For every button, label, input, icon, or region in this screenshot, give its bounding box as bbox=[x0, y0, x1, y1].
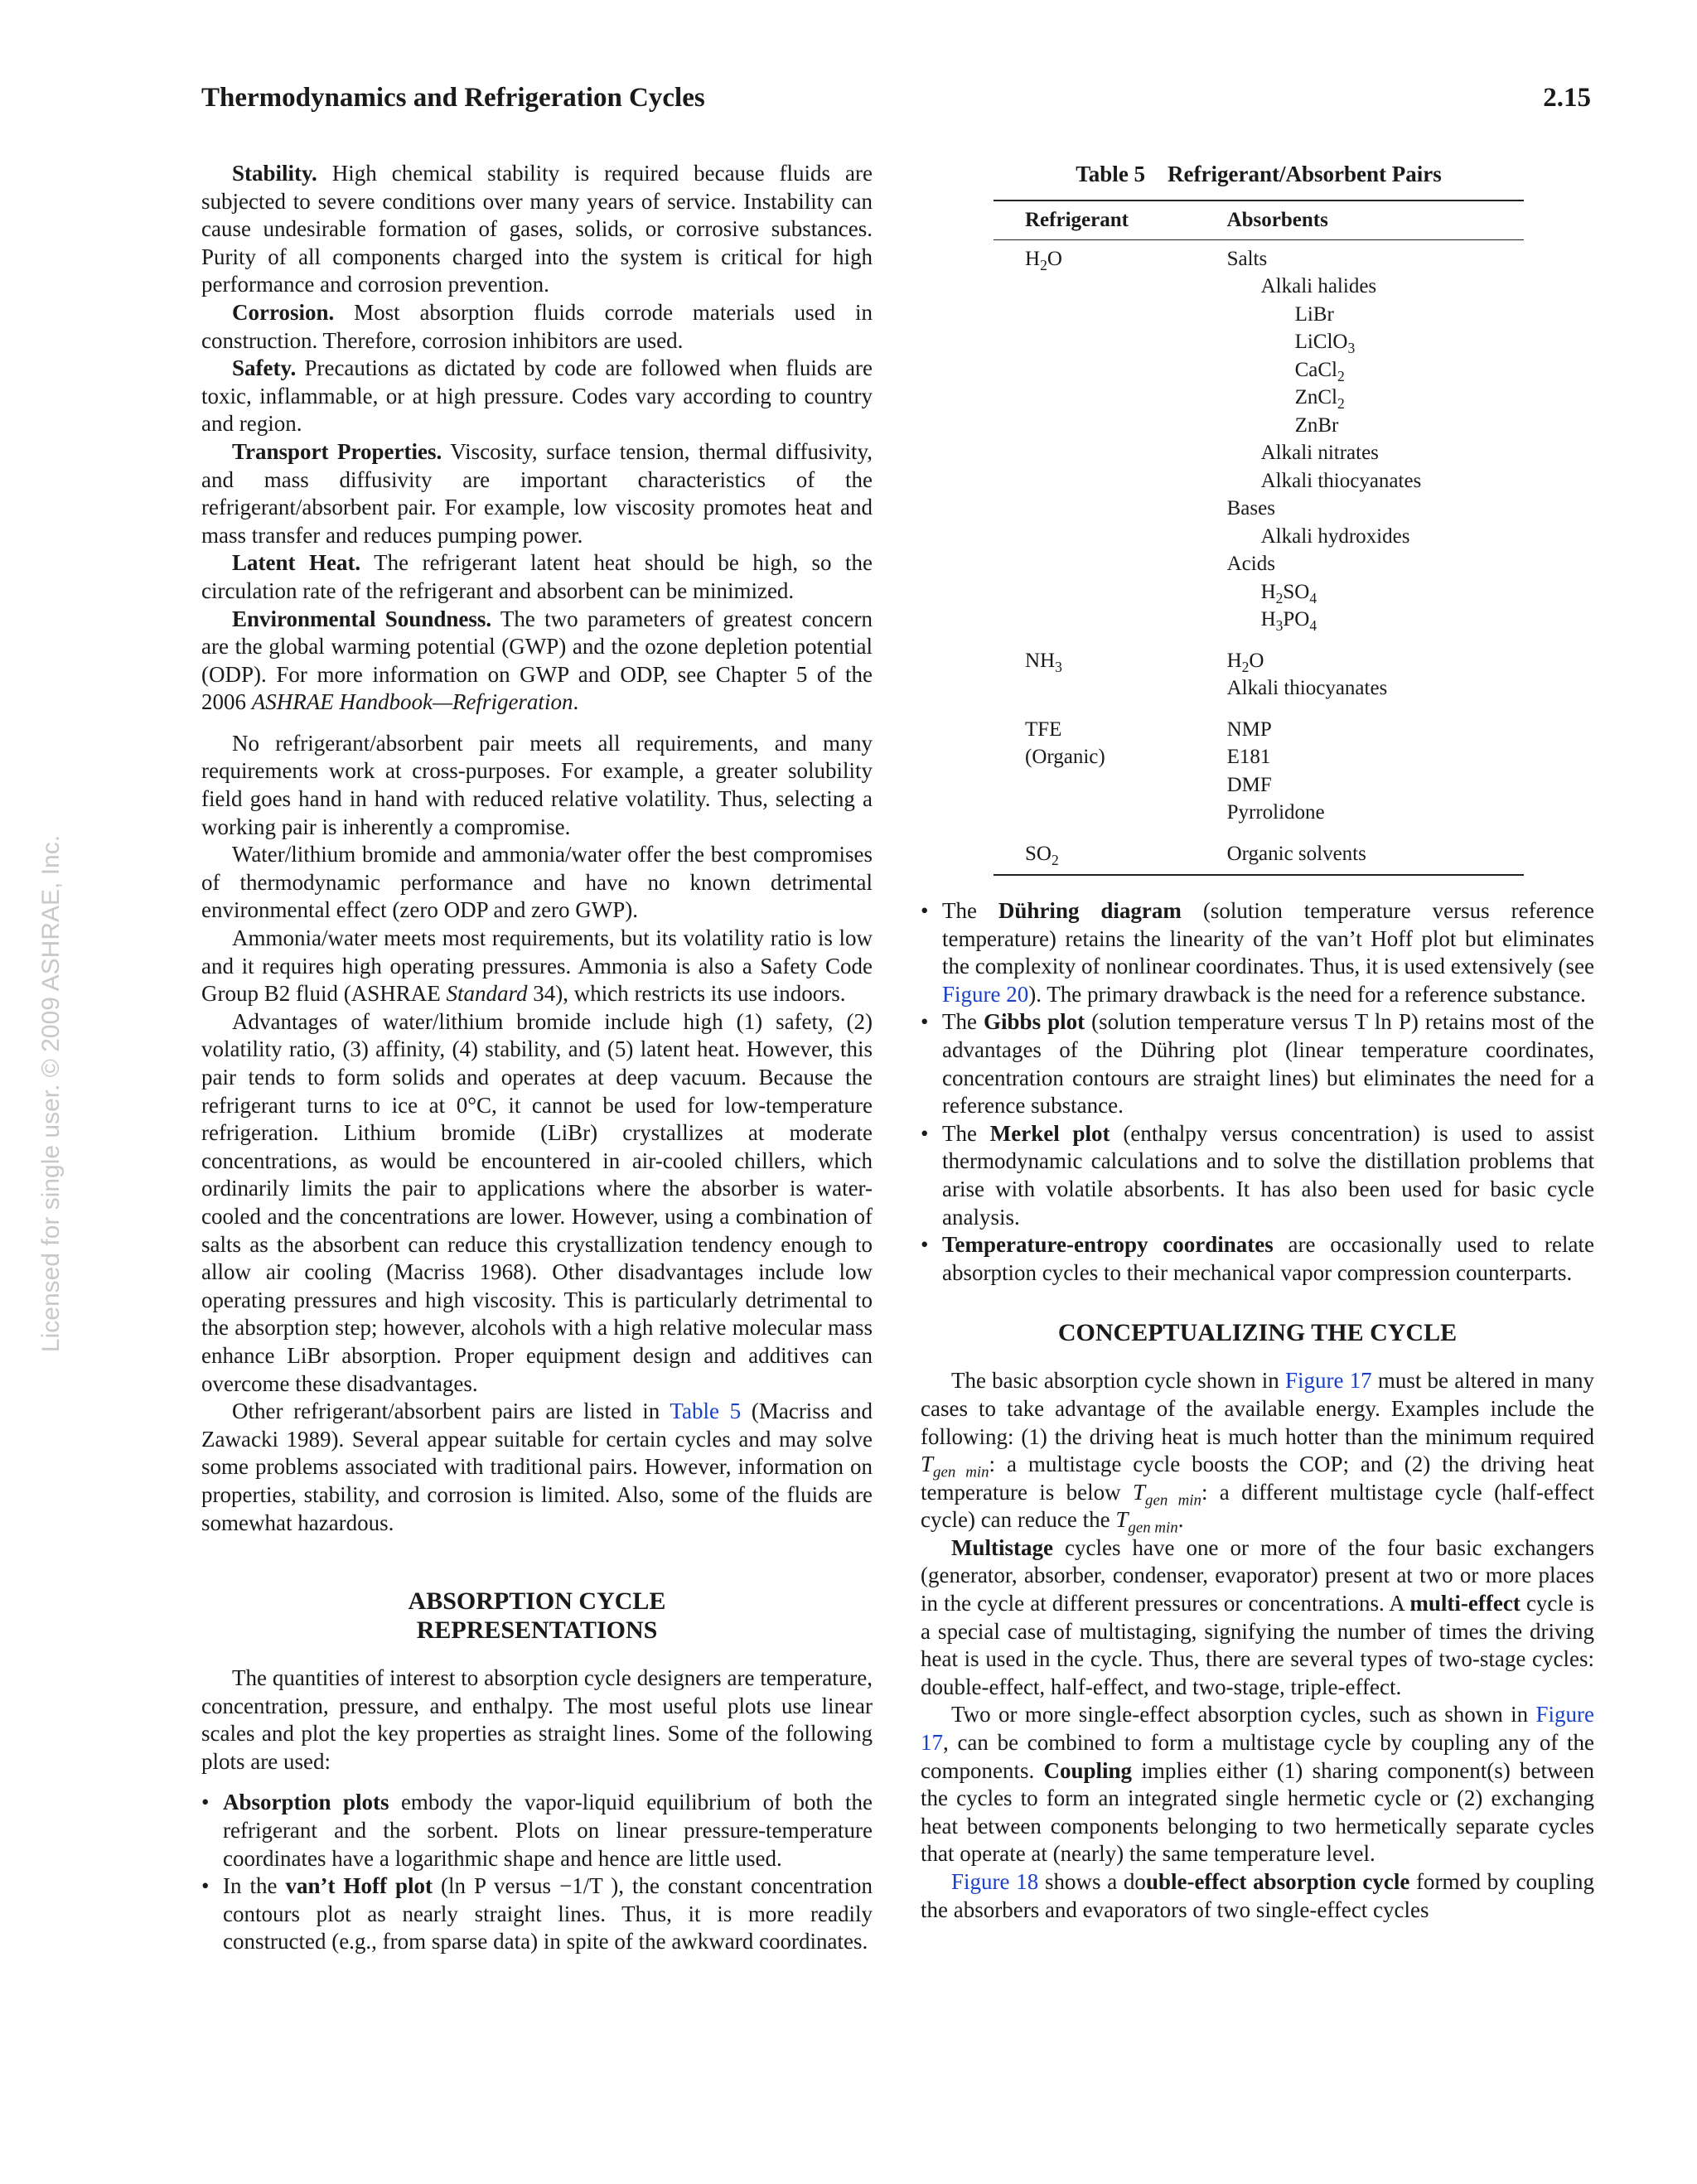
refrigerant-absorbent-table bbox=[994, 200, 1524, 876]
absorbents-so2: Organic solvents bbox=[1227, 832, 1524, 876]
absorbents-h2o: Salts Alkali halides LiBr LiClO$_3$ CaCl$_2$ ZnCl$_2$ ZnBr Alkali nitrates Alkali thiocyanates Bases Alkali hydroxides Acids $H_2SO_4$ $H_3PO_4$ bbox=[1226, 247, 1422, 634]
page-header bbox=[201, 83, 1591, 114]
col-header-refrigerant: Refrigerant bbox=[994, 201, 1227, 239]
right-column bbox=[921, 160, 1594, 1924]
figure-20-link[interactable]: Figure 20 bbox=[942, 981, 1029, 1007]
para-multistage: Multistage cycles have one or more of the four basic exchangers (generator, absorber, condenser, evaporator) present at two or more places in the cycle at different pressures or concentrations. A multi-effect cycle is a special case of multistaging, signifying the number of times the driving heat is used in the cycle. Thus, there are several types of two-stage cycles: double-effect, half-effect, and two-stage, triple-effect. bbox=[921, 1534, 1594, 1699]
bullet-vant-hoff-plot: • In the van’t Hoff plot (ln P versus −1/T ), the constant concentration contours plot as nearly straight lines. Thus, it is more readily constructed (e.g., from sparse data) in spite of the awkward coordinates. bbox=[201, 1872, 873, 1956]
plot-types-list bbox=[201, 1789, 873, 1956]
figure-17-link[interactable]: Figure 17 bbox=[1284, 1368, 1372, 1394]
left-column bbox=[201, 160, 873, 1956]
absorbents-tfe: NMP E181 DMF Pyrrolidone bbox=[1226, 718, 1325, 824]
table-5-link[interactable]: Table 5 bbox=[670, 1399, 742, 1424]
absorbents-nh3: $H_2O$ Alkali thiocyanates bbox=[1226, 649, 1388, 699]
para-quantities: The quantities of interest to absorption cycle designers are temperature, concentration, pressure, and enthalpy. The most useful plots use linear scales and plot the key properties as straight lines. Some of the following plots are used: bbox=[201, 1665, 873, 1774]
para-stability: Stability. High chemical stability is required because fluids are subjected to severe conditions over many years of service. Instability can cause undesirable formation of gases, solids, or corrosive substances. Purity of all components charged into the system is critical for high performance and corrosion prevention. bbox=[201, 161, 873, 297]
refrigerant-h2o: $H_2O$ bbox=[1025, 247, 1062, 273]
page-number: 2.15 bbox=[1543, 83, 1591, 113]
figure-18-link[interactable]: Figure 18 bbox=[951, 1869, 1039, 1894]
bullet-merkel-plot: • The Merkel plot (enthalpy versus concentration) is used to assist thermodynamic calculations and to solve the distillation problems that arise with volatile absorbents. It has also been used for basic cycle analysis. bbox=[921, 1120, 1594, 1231]
refrigerant-so2: $SO_2$ bbox=[994, 832, 1227, 876]
bullet-duhring-diagram: • The Dühring diagram (solution temperature versus reference temperature) retains the linearity of the van’t Hoff plot but eliminates the complexity of nonlinear coordinates. Thus, it is used extensively (see Figure 20). The primary drawback is the need for a reference substance. bbox=[921, 897, 1594, 1008]
table-row-so2 bbox=[994, 832, 1524, 876]
figure-17-link-2[interactable]: Figure 17 bbox=[921, 1702, 1594, 1756]
table-row-tfe bbox=[994, 708, 1524, 832]
plot-types-list-continued bbox=[921, 897, 1594, 1287]
refrigerant-nh3: $NH_3$ bbox=[1025, 649, 1062, 675]
para-basic-cycle: The basic absorption cycle shown in Figure 17 must be altered in many cases to take advantage of the available energy. Examples include the following: (1) the driving heat is much hotter than the minimum required $T_{gen min}$: a multistage cycle boosts the COP; and (2) the driving heat temperature is below $T_{gen min}$: a different multistage cycle (half-effect cycle) can reduce the $T_{gen min}$. bbox=[921, 1368, 1594, 1537]
para-coupling: Two or more single-effect absorption cycles, such as shown in Figure 17, can be combined to form a multistage cycle by coupling any of the components. Coupling implies either (1) sharing component(s) between the cycles to form an integrated single hermetic cycle or (2) exchanging heat between components belonging to two hermetically separate cycles that operate at (nearly) the same temperature level. bbox=[921, 1702, 1594, 1867]
para-figure-18: Figure 18 shows a double-effect absorption cycle formed by coupling the absorbers and evaporators of two single-effect cycles bbox=[921, 1869, 1594, 1922]
running-title: Thermodynamics and Refrigeration Cycles bbox=[201, 83, 705, 113]
bullet-absorption-plots: • Absorption plots embody the vapor-liquid equilibrium of both the refrigerant and the sorbent. Plots on linear pressure-temperature coordinates have a logarithmic shape and hence are little used. bbox=[201, 1789, 873, 1872]
para-corrosion: Corrosion. Most absorption fluids corrode materials used in construction. Therefore, corrosion inhibitors are used. bbox=[201, 299, 873, 353]
para-water-libr: Water/lithium bromide and ammonia/water offer the best compromises of thermodynamic performance and have no known detrimental environmental effect (zero ODP and zero GWP). bbox=[201, 842, 873, 923]
table-row-nh3 bbox=[994, 639, 1524, 708]
section-title-absorption-cycle: ABSORPTION CYCLE REPRESENTATIONS bbox=[408, 1587, 666, 1645]
bullet-temperature-entropy: • Temperature-entropy coordinates are occasionally used to relate absorption cycles to their mechanical vapor compression counterparts. bbox=[921, 1231, 1594, 1287]
section-title-conceptualizing: CONCEPTUALIZING THE CYCLE bbox=[1057, 1319, 1458, 1347]
table-caption: Table 5 Refrigerant/Absorbent Pairs bbox=[1076, 162, 1442, 186]
para-other-pairs: Other refrigerant/absorbent pairs are listed in Table 5 (Macriss and Zawacki 1989). Several appear suitable for certain cycles and may solve some problems associated with traditional pairs. However, information on properties, stability, and corrosion is limited. Also, some of the fluids are somewhat hazardous. bbox=[201, 1399, 873, 1535]
para-safety: Safety. Precautions as dictated by code are followed when fluids are toxic, inflammable, or at high pressure. Codes vary according to country and region. bbox=[201, 355, 873, 437]
table-5 bbox=[994, 160, 1524, 876]
refrigerant-tfe: TFE (Organic) bbox=[1025, 718, 1105, 768]
license-watermark: Licensed for single user. © 2009 ASHRAE, Inc. bbox=[37, 834, 65, 1353]
table-row-h2o bbox=[994, 239, 1524, 639]
para-ammonia-water: Ammonia/water meets most requirements, but its volatility ratio is low and it requires high operating pressures. Ammonia is also a Safety Code Group B2 fluid (ASHRAE Standard 34), which restricts its use indoors. bbox=[201, 925, 873, 1007]
para-environmental-soundness: Environmental Soundness. The two parameters of greatest concern are the global warming potential (GWP) and the ozone depletion potential (ODP). For more information on GWP and ODP, see Chapter 5 of the 2006 ASHRAE Handbook—Refrigeration. bbox=[201, 606, 873, 715]
para-no-pair: No refrigerant/absorbent pair meets all requirements, and many requirements work at cross-purposes. For example, a greater solubility field goes hand in hand with reduced relative volatility. Thus, selecting a working pair is inherently a compromise. bbox=[201, 730, 873, 839]
para-advantages: Advantages of water/lithium bromide include high (1) safety, (2) volatility ratio, (3) affinity, (4) stability, and (5) latent heat. However, this pair tends to form solids and operates at deep vacuum. Because the refrigerant turns to ice at 0°C, it cannot be used for low-temperature refrigeration. Lithium bromide (LiBr) crystallizes at moderate concentrations, as would be encountered in air-cooled chillers, which ordinarily limits the pair to applications where the absorber is water-cooled and the concentrations are lower. However, using a combination of salts as the absorbent can reduce this crystallization tendency enough to allow air cooling (Macriss 1968). Other disadvantages include low operating pressures and high viscosity. This is particularly detrimental to the absorption step; however, alcohols with a high relative molecular mass enhance LiBr absorption. Proper equipment design and additives can overcome these disadvantages. bbox=[201, 1008, 873, 1396]
bullet-gibbs-plot: • The Gibbs plot (solution temperature versus T ln P) retains most of the advantages of the Dühring plot (linear temperature coordinates, concentration contours are straight lines) but eliminates the need for a reference substance. bbox=[921, 1008, 1594, 1119]
col-header-absorbents: Absorbents bbox=[1227, 201, 1524, 239]
para-latent-heat: Latent Heat. The refrigerant latent heat should be high, so the circulation rate of the refrigerant and absorbent can be minimized. bbox=[201, 550, 873, 603]
para-transport-properties: Transport Properties. Viscosity, surface tension, thermal diffusivity, and mass diffusivity are important characteristics of the refrigerant/absorbent pair. For example, low viscosity promotes heat and mass transfer and reduces pumping power. bbox=[201, 438, 873, 548]
